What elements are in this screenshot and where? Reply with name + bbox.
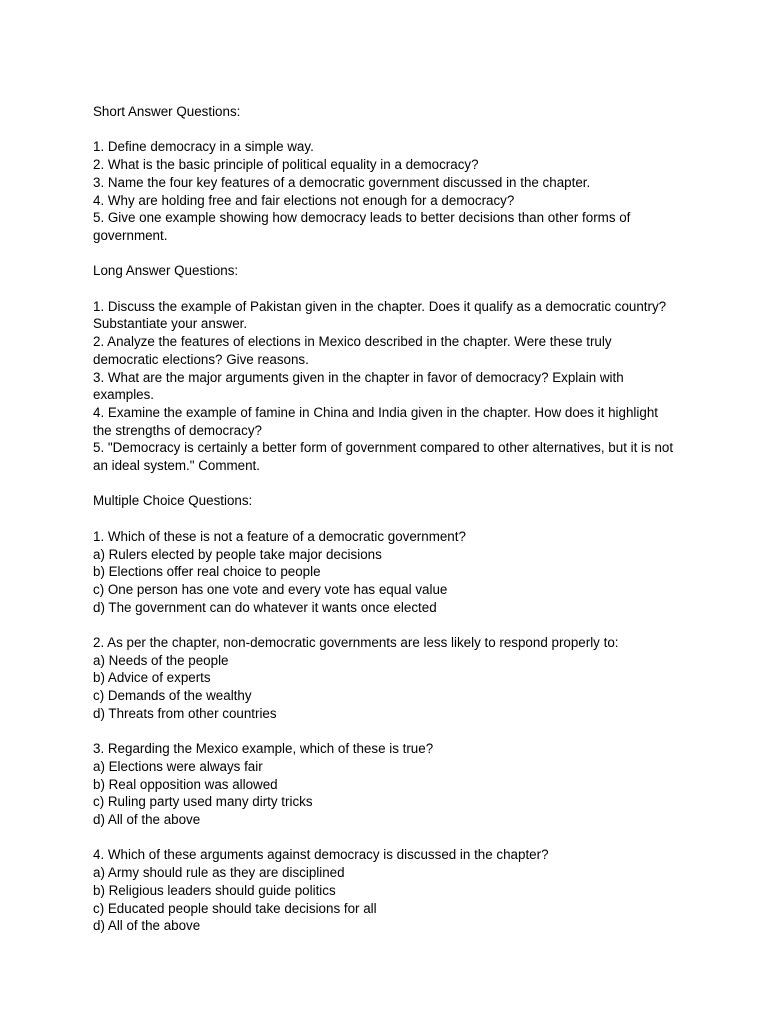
mcq-option: c) Demands of the wealthy	[93, 688, 252, 704]
mcq-question-text: 2. As per the chapter, non-democratic governments are less likely to respond properly to:	[93, 635, 619, 650]
mcq-question	[93, 634, 678, 723]
mcq-question	[93, 528, 678, 617]
mcq-option: a) Elections were always fair	[93, 758, 263, 774]
mcq-option: b) Elections offer real choice to people	[93, 564, 321, 580]
mcq-option: a) Rulers elected by people take major decisions	[93, 546, 382, 562]
mcq-option: a) Army should rule as they are disciplined	[93, 865, 345, 881]
mcq-section	[93, 492, 678, 935]
mcq-option: a) Needs of the people	[93, 652, 229, 668]
question-item: 2. Analyze the features of elections in Mexico described in the chapter. Were these truly democratic elections? Give reasons.	[93, 334, 612, 367]
section-heading: Long Answer Questions:	[93, 263, 239, 279]
mcq-option: d) Threats from other countries	[93, 705, 277, 721]
mcq-option: b) Advice of experts	[93, 670, 211, 686]
question-item: 3. What are the major arguments given in the chapter in favor of democracy? Explain with examples.	[93, 369, 624, 403]
long-answer-section	[93, 262, 678, 474]
question-item: 2. What is the basic principle of political equality in a democracy?	[93, 157, 479, 173]
section-heading: Short Answer Questions:	[93, 104, 241, 119]
mcq-option: c) Ruling party used many dirty tricks	[93, 794, 313, 810]
question-item: 4. Examine the example of famine in China and India given in the chapter. How does it highlight the strengths of democracy?	[93, 404, 658, 438]
mcq-option: b) Real opposition was allowed	[93, 776, 278, 792]
mcq-question-text: 1. Which of these is not a feature of a democratic government?	[93, 528, 466, 544]
question-item: 1. Discuss the example of Pakistan given in the chapter. Does it qualify as a democratic country? Substantiate your answer.	[93, 298, 667, 332]
mcq-question	[93, 846, 678, 935]
mcq-question-text: 4. Which of these arguments against democracy is discussed in the chapter?	[93, 847, 549, 863]
mcq-option: c) Educated people should take decisions for all	[93, 900, 377, 916]
short-answer-section	[93, 103, 678, 245]
mcq-option: d) All of the above	[93, 812, 201, 828]
document-page	[93, 103, 678, 935]
question-item: 5. Give one example showing how democracy leads to better decisions than other forms of government.	[93, 210, 631, 243]
mcq-option: d) All of the above	[93, 918, 201, 934]
question-item: 1. Define democracy in a simple way.	[93, 139, 314, 155]
mcq-option: d) The government can do whatever it wants once elected	[93, 599, 437, 615]
mcq-option: c) One person has one vote and every vote has equal value	[93, 581, 448, 597]
mcq-question	[93, 740, 678, 829]
question-item: 3. Name the four key features of a democratic government discussed in the chapter.	[93, 174, 591, 190]
mcq-option: b) Religious leaders should guide politics	[93, 882, 336, 898]
section-heading: Multiple Choice Questions:	[93, 493, 253, 509]
question-item: 5. "Democracy is certainly a better form of government compared to other alternatives, but it is not an ideal system." Comment.	[93, 440, 674, 474]
mcq-question-text: 3. Regarding the Mexico example, which of these is true?	[93, 741, 434, 757]
question-item: 4. Why are holding free and fair elections not enough for a democracy?	[93, 192, 515, 208]
